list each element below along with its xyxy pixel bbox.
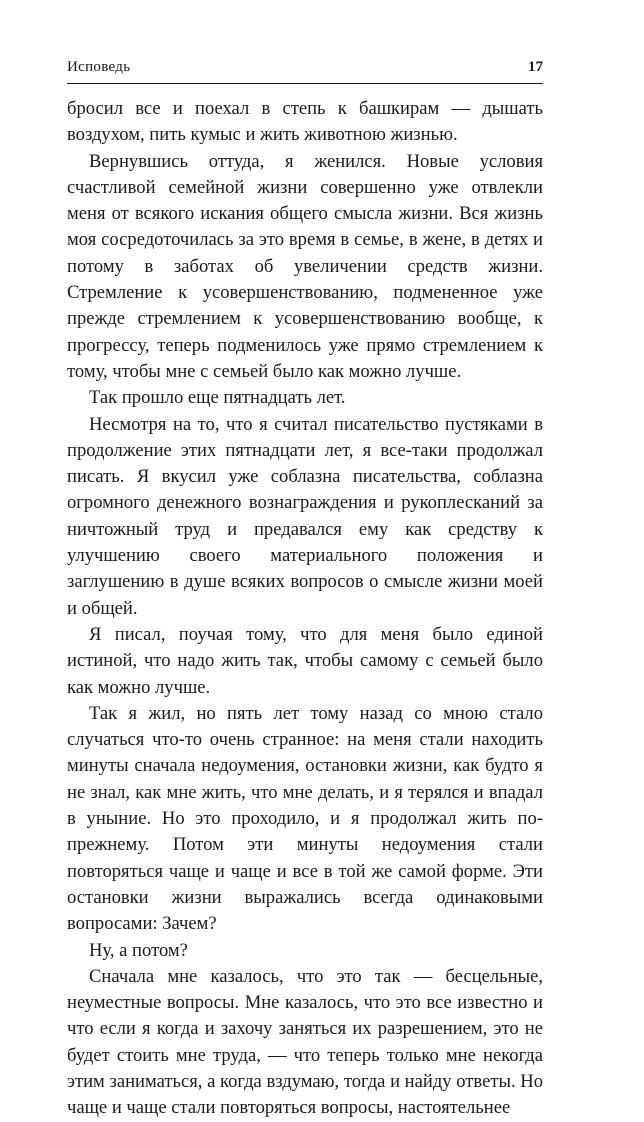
- running-title: Исповедь: [67, 59, 131, 75]
- paragraph: Несмотря на то, что я считал писательство пустяками в продолжение этих пятнадцати лет, я все-таки продолжал писать. Я вкусил уже соблазна писательства, соблазна огромного денежного вознаграждения и рукоплесканий за ничтожный труд и предавался ему как средству к улучшению своего материального положения и заглушению в душе всяких вопросов о смысле жизни моей и общей.: [67, 413, 543, 619]
- book-page: [67, 58, 543, 1122]
- page-number: 17: [528, 59, 543, 75]
- paragraph: Ну, а потом?: [89, 939, 188, 961]
- paragraph: Так прошло еще пятнадцать лет.: [89, 387, 346, 409]
- body-text: [67, 96, 543, 1122]
- running-header: [67, 58, 543, 84]
- paragraph: Я писал, поучая тому, что для меня было единой истиной, что надо жить так, чтобы самому с семьей было как можно лучше.: [67, 623, 543, 698]
- paragraph: Вернувшись оттуда, я женился. Новые условия счастливой семейной жизни совершенно уже отвлекли меня от всякого искания общего смысла жизни. Вся жизнь моя сосредоточилась за это время в семье, в жене, в детях и потому в заботах об увеличении средств жизни. Стремление к усовершенствованию, подмененное уже прежде стремлением к усовершенствованию вообще, к прогрессу, теперь подменилось уже прямо стремлением к тому, чтобы мне с семьей было как можно лучше.: [67, 150, 543, 382]
- paragraph: Так я жил, но пять лет тому назад со мною стало случаться что-то очень странное: на меня стали находить минуты сначала недоумения, остановки жизни, как будто я не знал, как мне жить, что мне делать, и я терялся и впадал в уныние. Но это проходило, и я продолжал жить по-прежнему. Потом эти минуты недоумения стали повторяться чаще и чаще и все в той же самой форме. Эти остановки жизни выражались всегда одинаковыми вопросами: Зачем?: [67, 702, 543, 935]
- paragraph: Сначала мне казалось, что это так — бесцельные, неуместные вопросы. Мне казалось, что это все известно и что если я когда и захочу заняться их разрешением, это не будет стоить мне труда, — что теперь только мне некогда этим заниматься, а когда вздумаю, тогда и найду ответы. Но чаще и чаще стали повторяться вопросы, настоятельнее: [67, 965, 543, 1119]
- paragraph: бросил все и поехал в степь к башкирам — дышать воздухом, пить кумыс и жить животною жизнью.: [67, 98, 543, 146]
